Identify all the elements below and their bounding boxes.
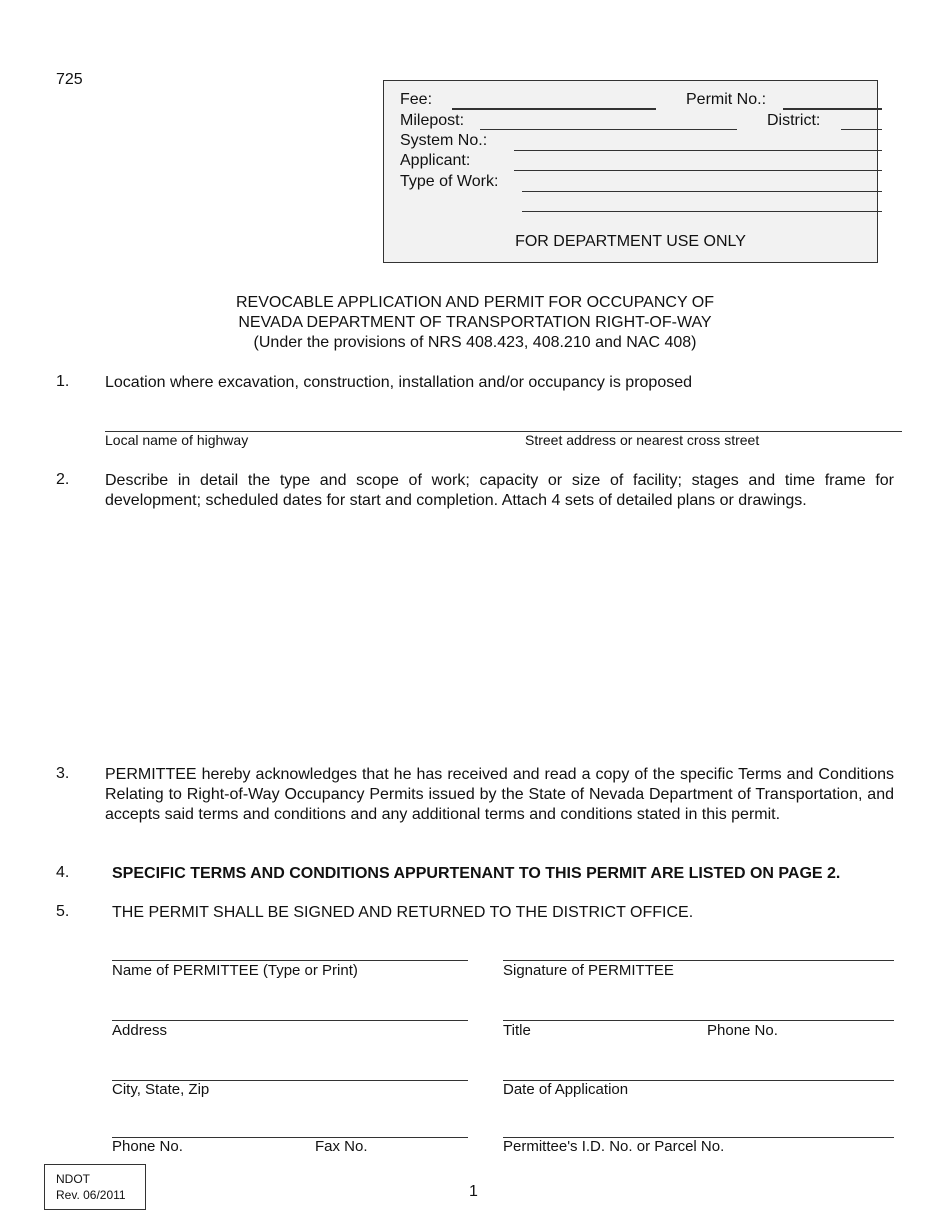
item-5-number: 5. — [56, 903, 70, 920]
permittee-name-label: Name of PERMITTEE (Type or Print) — [112, 962, 358, 979]
local-name-label: Local name of highway — [105, 432, 249, 448]
item-5-text: THE PERMIT SHALL BE SIGNED AND RETURNED TO THE DISTRICT OFFICE. — [112, 904, 694, 921]
title-label: Title — [503, 1022, 531, 1039]
item-1-number: 1. — [56, 373, 70, 390]
date-of-application-label: Date of Application — [503, 1081, 629, 1098]
applicant-label: Applicant: — [400, 152, 471, 169]
page-number: 1 — [469, 1183, 478, 1200]
item-4-text: SPECIFIC TERMS AND CONDITIONS APPURTENANT TO THIS PERMIT ARE LISTED ON PAGE 2. — [112, 865, 841, 882]
department-use-caption: FOR DEPARTMENT USE ONLY — [515, 233, 746, 250]
title-line-1: REVOCABLE APPLICATION AND PERMIT FOR OCCUPANCY OF — [235, 294, 715, 311]
ndot-revision-box — [44, 1164, 146, 1210]
item-3-number: 3. — [56, 765, 70, 782]
department-use-box — [383, 80, 878, 263]
item-2-text: Describe in detail the type and scope of work; capacity or size of facility; stages and time frame for development; scheduled dates for start and completion. Attach 4 sets of detailed plans or drawings. — [105, 472, 894, 509]
item-4-number: 4. — [56, 864, 70, 881]
permittee-name-field[interactable] — [112, 960, 468, 961]
type-of-work-field[interactable] — [522, 191, 882, 192]
form-title — [0, 293, 950, 353]
work-description-area[interactable] — [105, 516, 894, 756]
permittee-signature-field[interactable] — [503, 960, 894, 961]
title-line-2: NEVADA DEPARTMENT OF TRANSPORTATION RIGHT-OF-WAY — [238, 314, 712, 331]
address-label: Address — [112, 1022, 168, 1039]
permit-no-field[interactable] — [783, 108, 882, 110]
item-3-text: PERMITTEE hereby acknowledges that he has received and read a copy of the specific Terms and Conditions Relating to Right-of-Way Occupancy Permits issued by the State of Nevada Department of Transportation, and accepts said terms and conditions and any additional terms and conditions stated in this permit. — [105, 766, 894, 823]
milepost-field[interactable] — [480, 129, 737, 130]
form-code: 725 — [56, 71, 83, 88]
district-label: District: — [767, 112, 821, 129]
fax-label: Fax No. — [315, 1138, 368, 1155]
revision-label: Rev. 06/2011 — [56, 1188, 126, 1202]
fee-field[interactable] — [452, 108, 656, 110]
phone-label-left: Phone No. — [112, 1138, 183, 1155]
street-address-label: Street address or nearest cross street — [525, 432, 760, 448]
permit-no-label: Permit No.: — [686, 91, 767, 108]
title-phone-field[interactable] — [503, 1020, 894, 1021]
title-line-3: (Under the provisions of NRS 408.423, 408.210 and NAC 408) — [253, 334, 697, 351]
phone-label-right: Phone No. — [707, 1022, 778, 1039]
applicant-field[interactable] — [514, 170, 882, 171]
permittee-signature-label: Signature of PERMITTEE — [503, 962, 674, 979]
type-of-work-label: Type of Work: — [400, 173, 499, 190]
item-2-number: 2. — [56, 471, 70, 488]
system-no-label: System No.: — [400, 132, 488, 149]
item-1-text: Location where excavation, construction, installation and/or occupancy is proposed — [105, 374, 693, 391]
fee-label: Fee: — [400, 91, 433, 108]
address-field[interactable] — [112, 1020, 468, 1021]
district-field[interactable] — [841, 129, 882, 130]
city-state-zip-label: City, State, Zip — [112, 1081, 210, 1098]
agency-label: NDOT — [56, 1172, 90, 1186]
type-of-work-field-2[interactable] — [522, 211, 882, 212]
permittee-id-label: Permittee's I.D. No. or Parcel No. — [503, 1138, 725, 1155]
milepost-label: Milepost: — [400, 112, 465, 129]
system-no-field[interactable] — [514, 150, 882, 151]
